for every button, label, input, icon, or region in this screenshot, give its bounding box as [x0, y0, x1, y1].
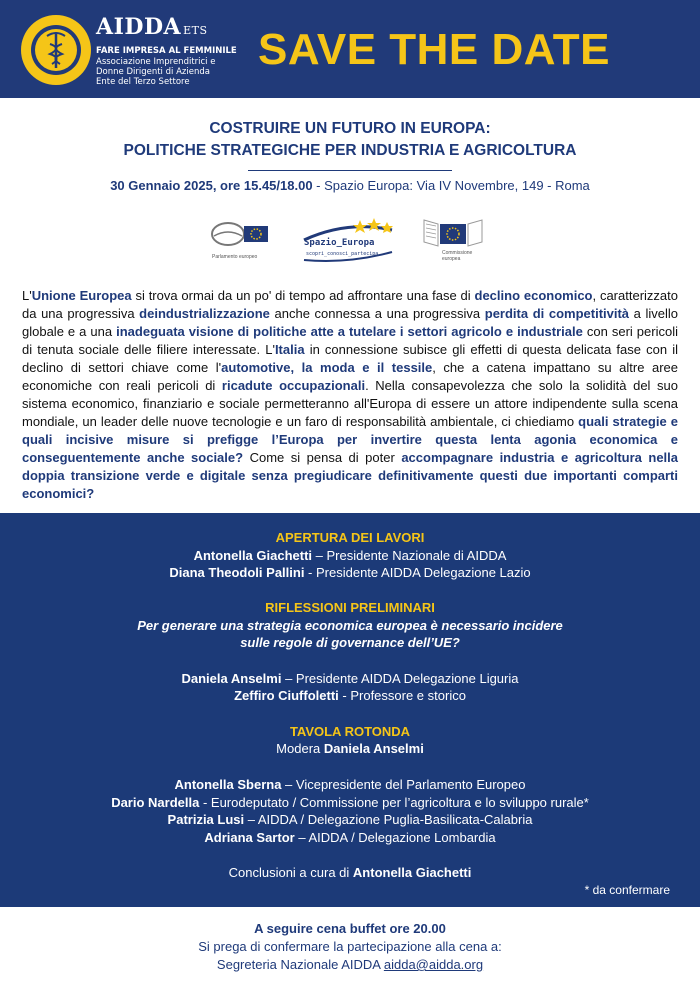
intro-emphasis: quali strategie e quali incisive misure si prefigge l’Europa per invertire questa lenta agonia economica e conseguentemente anche sociale?	[22, 414, 679, 465]
conclusioni-line	[0, 864, 700, 881]
speaker-line	[0, 547, 700, 564]
intro-emphasis: Unione Europea	[31, 288, 132, 303]
speaker-line	[0, 564, 700, 581]
speaker-role: – Vicepresidente del Parlamento Europeo	[281, 777, 526, 792]
moderator-line	[0, 740, 700, 757]
apertura-title: APERTURA DEI LAVORI	[275, 530, 425, 545]
intro-text: anche connessa a una progressiva	[269, 306, 485, 321]
speaker-role: – Presidente Nazionale di AIDDA	[312, 548, 507, 563]
riflessioni-question-2: sulle regole di governance dell’UE?	[240, 635, 460, 650]
speaker-name: Adriana Sartor	[204, 830, 295, 845]
speaker-role: - Professore e storico	[338, 688, 466, 703]
speaker-name: Antonella Sberna	[174, 777, 282, 792]
intro-paragraph	[22, 287, 678, 503]
riflessioni-question-1: Per generare una strategia economica europea è necessario incidere	[137, 618, 563, 633]
parlamento-caption: Parlamento europeo	[212, 254, 258, 260]
speaker-role: – AIDDA / Delegazione Puglia-Basilicata-Calabria	[244, 812, 533, 827]
intro-emphasis: declino economico	[474, 288, 593, 303]
confirm-line: Si prega di confermare la partecipazione alla cena a:	[198, 939, 502, 954]
speaker-name: Zeffiro Ciuffoletti	[234, 688, 339, 703]
event-dateline	[0, 178, 700, 193]
intro-text: Come si pensa di poter	[243, 450, 402, 465]
event-date-time: 30 Gennaio 2025, ore 15.45/18.00	[110, 178, 313, 193]
parlamento-building-icon	[210, 214, 272, 254]
speaker-line	[0, 811, 700, 828]
intro-emphasis: deindustrializzazione	[139, 306, 270, 321]
speaker-name: Daniela Anselmi	[181, 671, 282, 686]
modera-label: Modera	[276, 741, 324, 756]
speaker-line	[0, 794, 700, 811]
intro-emphasis: perdita di competitività	[484, 306, 630, 321]
program-panel	[0, 513, 700, 907]
title-divider	[248, 170, 452, 171]
spazio-title: Spazio_Europa	[304, 238, 375, 248]
intro-emphasis: Italia	[274, 342, 305, 357]
speaker-line	[0, 687, 700, 704]
brand-line-3: Ente del Terzo Settore	[96, 77, 190, 87]
conclusioni-label: Conclusioni a cura di	[228, 865, 353, 880]
commissione-europea-logo	[420, 214, 490, 264]
intro-text: L'	[22, 288, 32, 303]
riflessioni-title: RIFLESSIONI PRELIMINARI	[265, 600, 435, 615]
commissione-caption-2: europea	[442, 256, 461, 262]
secretariat-label: Segreteria Nazionale AIDDA	[216, 957, 384, 972]
confirmation-note: * da confermare	[584, 883, 670, 897]
intro-text: , che a catena impattano su altre aree economiche con reali pericoli di	[22, 360, 678, 393]
spazio-subtitle: scopri_conosci_partecipa	[306, 251, 379, 257]
speaker-name: Patrizia Lusi	[167, 812, 245, 827]
tavola-title: TAVOLA ROTONDA	[289, 724, 411, 739]
moderator-name: Daniela Anselmi	[323, 741, 424, 756]
event-title-line-1: COSTRUIRE UN FUTURO IN EUROPA:	[209, 120, 491, 137]
commissione-caption-1: Commissione	[442, 250, 473, 256]
brand-suffix: ETS	[183, 24, 208, 37]
speaker-line	[0, 776, 700, 793]
save-the-date-headline: SAVE THE DATE	[258, 25, 611, 74]
speaker-line	[0, 670, 700, 687]
speaker-line	[0, 829, 700, 846]
intro-text: con seri pericoli di tenuta sociale delle filiere interessate. L'	[22, 324, 678, 357]
intro-text: . Nella consapevolezza che solo la solidità del suo sistema economico, finanziario e sociale permetteranno all'Europa di essere un attore indipendente sulla scena mondiale, un leader delle nuove tecnologie e un faro di responsabilità ambientale, ci chiediamo	[22, 378, 679, 429]
speaker-name: Dario Nardella	[111, 795, 200, 810]
brand-name: AIDDA ETS	[96, 14, 208, 40]
speaker-role: – Presidente AIDDA Delegazione Liguria	[281, 671, 519, 686]
speaker-name: Antonella Giachetti	[193, 548, 313, 563]
dinner-line	[0, 920, 700, 938]
email-link[interactable]: aidda@aidda.org	[383, 957, 484, 972]
intro-emphasis: ricadute occupazionali	[221, 378, 366, 393]
intro-emphasis: automotive, la moda e il tessile	[221, 360, 433, 375]
commissione-building-icon	[420, 214, 490, 252]
intro-text: a livello globale e a una	[22, 306, 679, 339]
intro-emphasis: accompagnare industria e agricoltura nella doppia transizione verde e digitale senza pregiudicare definitivamente questi due importanti comparti economici?	[22, 450, 679, 501]
speaker-name: Diana Theodoli Pallini	[169, 565, 305, 580]
conclusioni-name: Antonella Giachetti	[352, 865, 472, 880]
footer	[0, 920, 700, 974]
spazio-europa-logo	[300, 214, 396, 264]
intro-text: in connessione subisce gli effetti di questa delicata fase con il declino di settori chiave come l'	[22, 342, 678, 375]
speaker-role: - Presidente AIDDA Delegazione Lazio	[304, 565, 531, 580]
dinner-text: A seguire cena buffet ore 20.00	[254, 921, 446, 936]
partner-logos	[210, 214, 500, 264]
event-title	[0, 118, 700, 162]
secretariat-line	[0, 956, 700, 974]
speaker-role: - Eurodeputato / Commissione per l’agricoltura e lo sviluppo rurale*	[199, 795, 589, 810]
event-title-line-2: POLITICHE STRATEGICHE PER INDUSTRIA E AGRICOLTURA	[123, 142, 577, 159]
header-band	[0, 0, 700, 98]
speaker-role: – AIDDA / Delegazione Lombardia	[294, 830, 496, 845]
intro-text: , caratterizzato da una progressiva	[22, 288, 678, 321]
event-venue: - Spazio Europa: Via IV Novembre, 149 - Roma	[312, 178, 590, 193]
brand-line-2: Donne Dirigenti di Azienda	[96, 67, 210, 77]
brand-tagline: FARE IMPRESA AL FEMMINILE	[96, 46, 237, 56]
aidda-emblem-logo	[20, 14, 92, 86]
intro-emphasis: inadeguata visione di politiche atte a tutelare i settori agricolo e industriale	[116, 324, 583, 339]
parlamento-europeo-logo	[210, 214, 272, 264]
brand-block	[96, 14, 237, 87]
brand-line-1: Associazione Imprenditrici e	[96, 57, 216, 67]
intro-text: si trova ormai da un po' di tempo ad affrontare una fase di	[131, 288, 475, 303]
